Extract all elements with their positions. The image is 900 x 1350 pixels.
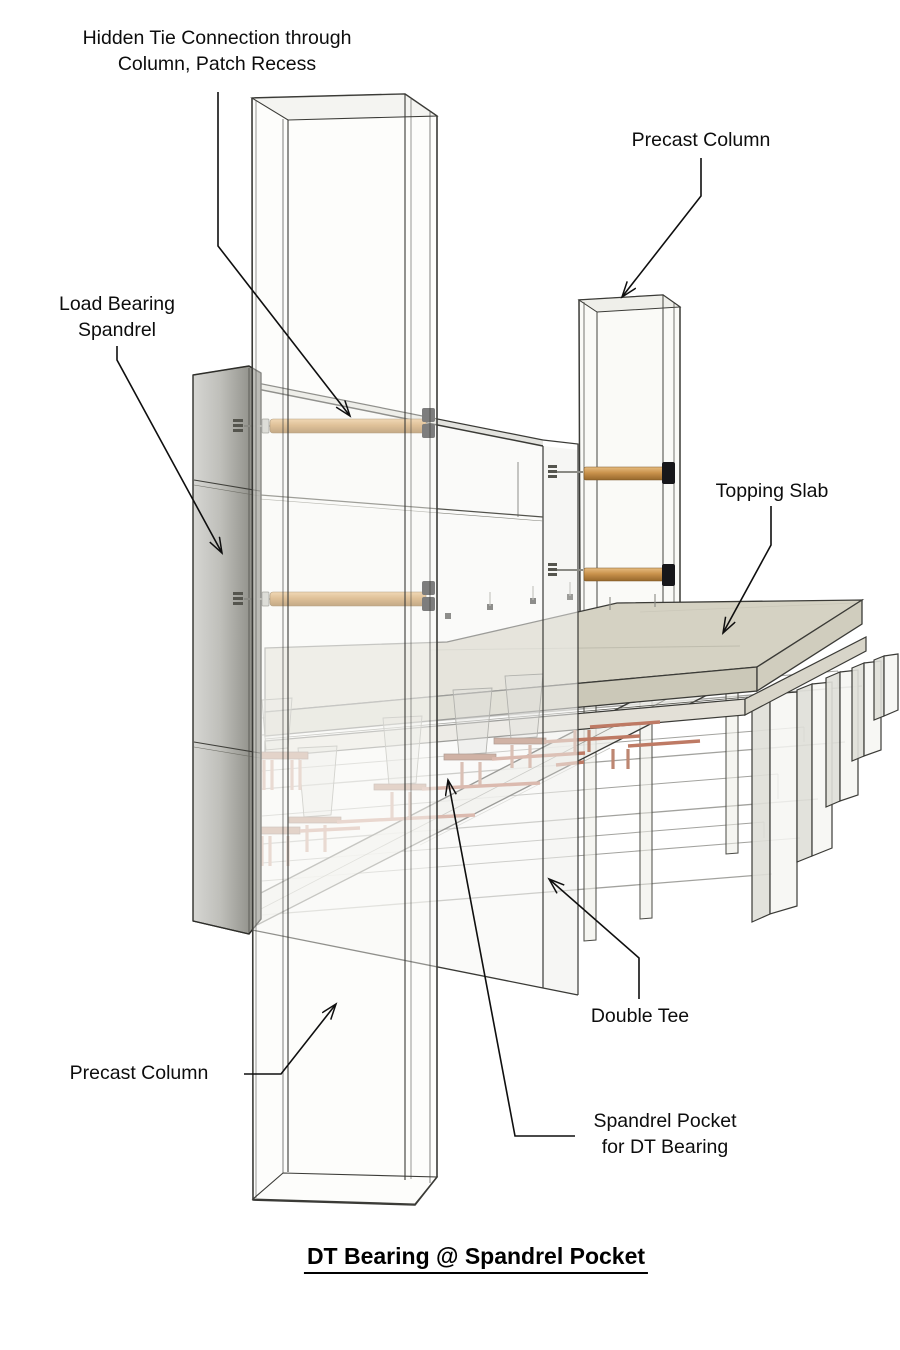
label-hidden-tie — [83, 26, 352, 77]
drawing-title: DT Bearing @ Spandrel Pocket — [304, 1243, 648, 1274]
label-line: Load Bearing — [58, 293, 176, 315]
label-line: Spandrel — [77, 318, 157, 341]
leader-precast-column-top — [622, 158, 701, 297]
label-line: Column, Patch Recess — [117, 52, 317, 75]
label-double-tee — [591, 1004, 689, 1030]
label-line: for DT Bearing — [601, 1135, 729, 1158]
connection-plate — [662, 462, 675, 484]
label-precast-column-top — [632, 128, 771, 154]
tie-rod — [584, 467, 666, 480]
label-line: Hidden Tie Connection through — [82, 27, 352, 49]
label-line: Double Tee — [590, 1005, 690, 1027]
label-line: Topping Slab — [715, 480, 829, 502]
tie-rod — [584, 568, 666, 581]
label-precast-column-bottom — [70, 1061, 209, 1087]
spandrel-end-panel — [193, 366, 261, 934]
label-line: Precast Column — [631, 129, 771, 151]
label-line: Precast Column — [69, 1062, 209, 1084]
central-precast-column — [252, 94, 437, 1205]
connection-plate — [662, 564, 675, 586]
label-spandrel-pocket — [593, 1109, 736, 1160]
label-load-bearing-spandrel — [59, 292, 175, 343]
label-topping-slab — [716, 479, 829, 505]
label-line: Spandrel Pocket — [593, 1110, 737, 1132]
